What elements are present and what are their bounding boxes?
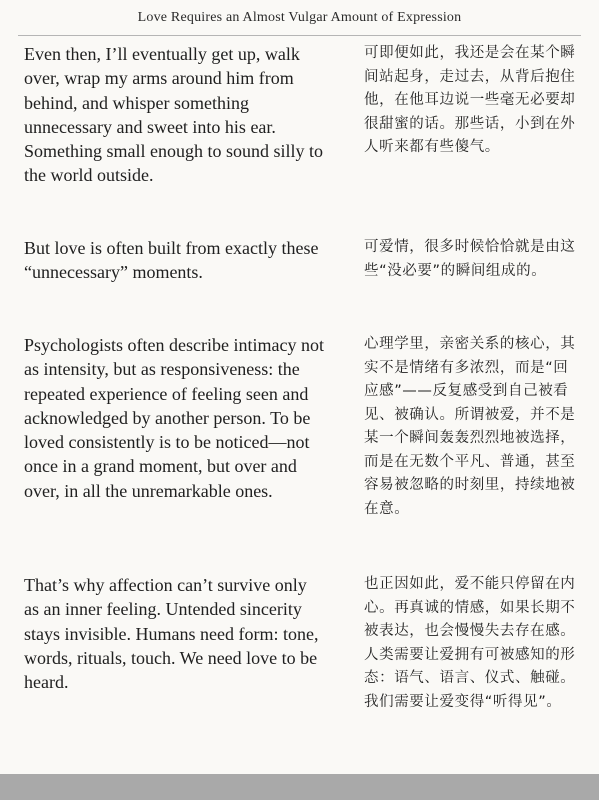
paragraph-english: That’s why affection can’t survive only as an inner feeling. Untended sincerity stays invisible. Humans need form: tone, words, rituals, touch. We need love to be heard. [24,575,319,693]
page-header [0,0,599,36]
page-title: Love Requires an Almost Vulgar Amount of Expression [137,10,462,25]
paragraph-english: Even then, I’ll eventually get up, walk over, wrap my arms around him from behind, and whisper something unnecessary and sweet into his ear. Something small enough to sound silly to the world outside. [24,44,324,186]
paragraph-chinese: 可爱情，很多时候恰恰就是由这些“没必要”的瞬间组成的。 [364,239,576,279]
header-divider [18,35,581,36]
paragraph-chinese: 可即便如此，我还是会在某个瞬间站起身，走过去，从背后抱住他，在他耳边说一些毫无必要却很甜蜜的话。那些话，小到在外人听来都有些傻气。 [364,45,576,155]
paragraph-chinese: 心理学里，亲密关系的核心，其实不是情绪有多浓烈，而是“回应感”——反复感受到自己被看见、被确认。所谓被爱，并不是某一个瞬间轰轰烈烈地被选择，而是在无数个平凡、普通，甚至容易被忽略的时刻里，持续地被在意。 [364,336,576,517]
paragraph-chinese: 也正因如此，爱不能只停留在内心。再真诚的情感，如果长期不被表达，也会慢慢失去存在感。人类需要让爱拥有可被感知的形态：语气、语言、仪式、触碰。我们需要让爱变得“听得见”。 [364,576,576,710]
bottom-bar [0,774,599,800]
paragraph-english: Psychologists often describe intimacy not as intensity, but as responsiveness: the repeated experience of feeling seen and acknowledged by another person. To be loved consistently is to be noticed—not once in a grand moment, but over and over, in all the unremarkable ones. [24,335,324,501]
paragraph-english: But love is often built from exactly these “unnecessary” moments. [24,238,319,283]
